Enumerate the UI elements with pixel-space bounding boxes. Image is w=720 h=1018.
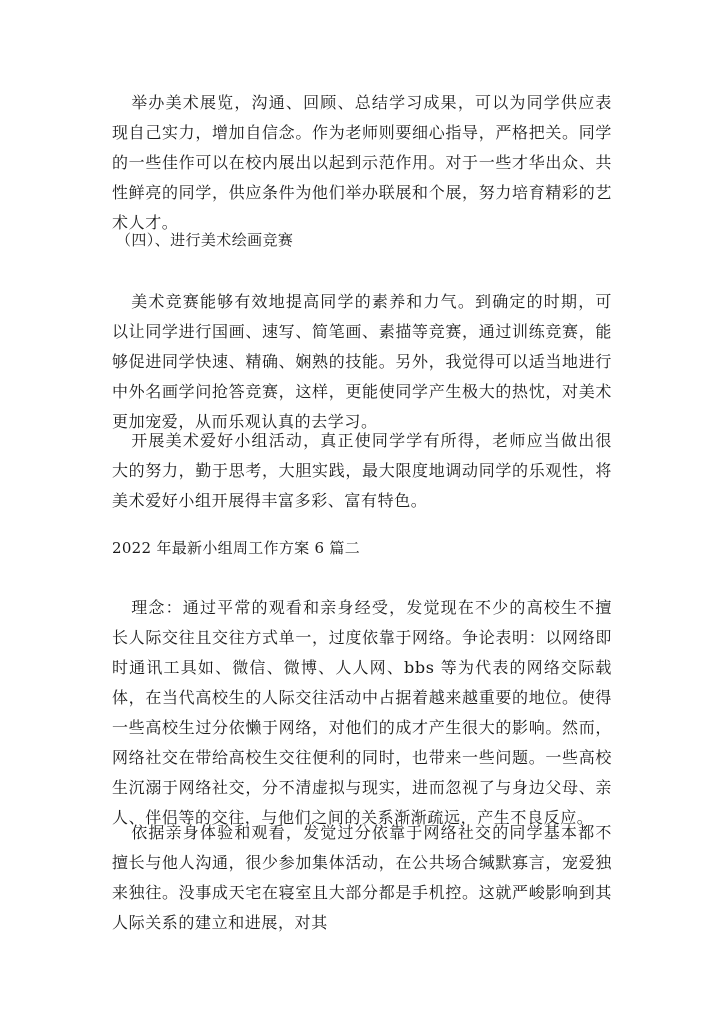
paragraph-art-exhibition: 举办美术展览，沟通、回顾、总结学习成果，可以为同学供应表现自己实力，增加自信念。作为老师则要细心指导，严格把关。同学的一些佳作可以在校内展出以起到示范作用。对于一些才华出众、共性鲜亮的同学，供应条件为他们举办联展和个展，努力培育精彩的艺术人才。 [112, 93, 612, 232]
paragraph-art-competition: 美术竞赛能够有效地提高同学的素养和力气。到确定的时期，可以让同学进行国画、速写、简笔画、素描等竞赛，通过训练竞赛，能够促进同学快速、精确、娴熟的技能。另外，我觉得可以适当地进行中外名画学问抢答竞赛，这样，更能使同学产生极大的热忱，对美术更加宠爱，从而乐观认真的去学习。 [112, 292, 612, 431]
paragraph-interest-group: 开展美术爱好小组活动，真正使同学学有所得，老师应当做出很大的努力，勤于思考，大胆实践，最大限度地调动同学的乐观性，将美术爱好小组开展得丰富多彩、富有特色。 [112, 431, 612, 510]
heading-art-competition: （四）、进行美术绘画竞赛 [116, 231, 294, 249]
paragraph-concept: 理念：通过平常的观看和亲身经受，发觉现在不少的高校生不擅长人际交往且交往方式单一，过度依靠于网络。争论表明：以网络即时通讯工具如、微信、微博、人人网、bbs 等为代表的网络交际载体，在当代高校生的人际交往活动中占据着越来越重要的地位。使得一些高校生过分依懒于网络，对他们的成才产生很大的影响。然而，网络社交在带给高校生交往便利的同时，也带来一些问题。一些高校生沉溺于网络社交，分不清虚拟与现实，进而忽视了与身边父母、亲人、伴侣等的交往，与他们之间的关系渐渐疏远，产生不良反应。 [112, 598, 612, 827]
paragraph-observation: 依据亲身体验和观看，发觉过分依靠于网络社交的同学基本都不擅长与他人沟通，很少参加集体活动，在公共场合缄默寡言，宠爱独来独往。没事成天宅在寝室且大部分都是手机控。这就严峻影响到其人际关系的建立和进展，对其 [112, 823, 612, 932]
section-title: 2022 年最新小组周工作方案 6 篇二 [112, 539, 361, 557]
